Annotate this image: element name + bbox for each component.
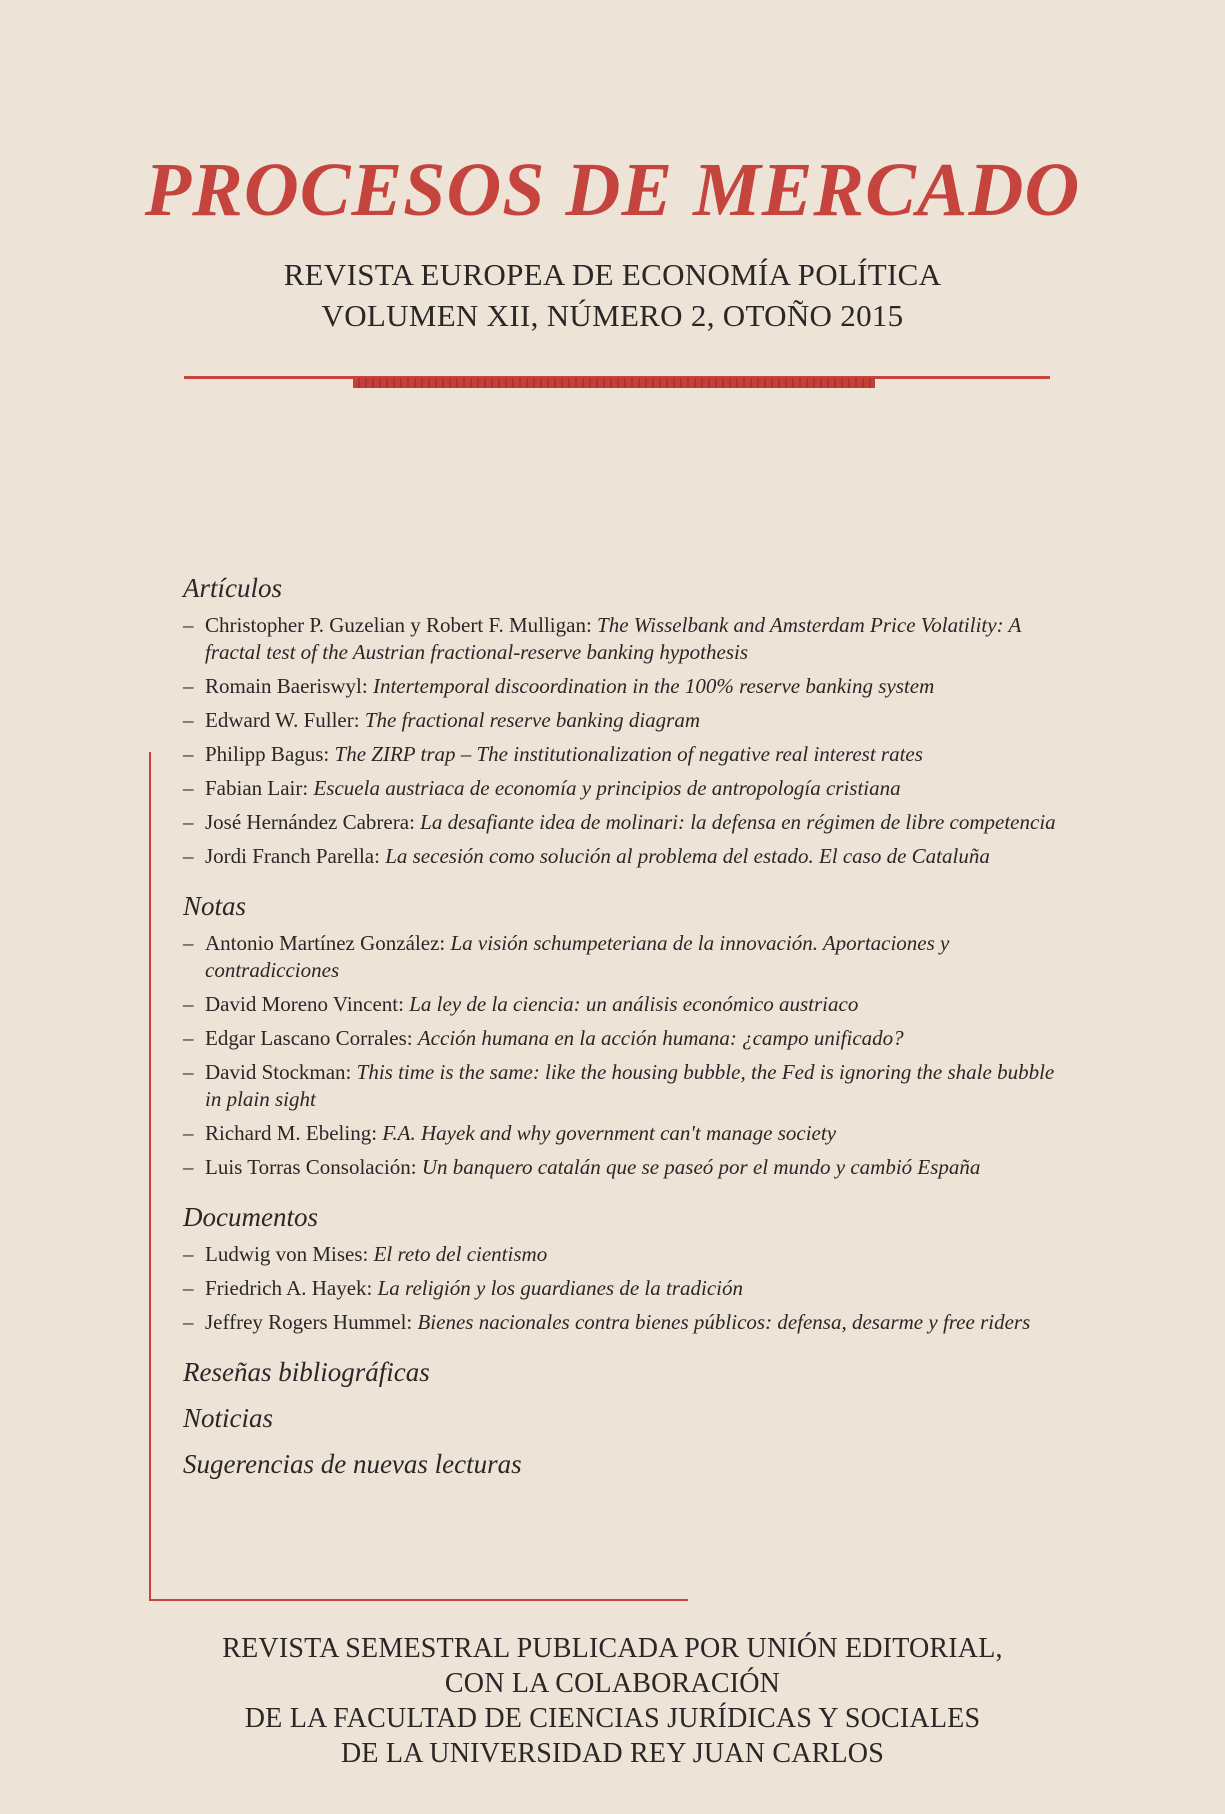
entry-author: Fabian Lair: xyxy=(205,776,309,800)
list-item: – Luis Torras Consolación: Un banquero catalán que se paseó por el mundo y cambió España xyxy=(183,1155,981,1179)
list-item: – David Stockman: This time is the same: like the housing bubble, the Fed is ignoring the shale bubble in plain sight xyxy=(183,1060,1055,1111)
entry-author: Friedrich A. Hayek: xyxy=(205,1276,373,1300)
table-of-contents xyxy=(183,572,1063,1494)
entry-title: Acción humana en la acción humana: ¿campo unificado? xyxy=(417,1026,904,1050)
list-item: – Edgar Lascano Corrales: Acción humana en la acción humana: ¿campo unificado? xyxy=(183,1026,904,1050)
entry-author: David Stockman: xyxy=(205,1060,352,1084)
section-heading: Documentos xyxy=(183,1202,318,1232)
entry-title: Escuela austriaca de economía y principios de antropología cristiana xyxy=(313,776,901,800)
title-divider-thick xyxy=(353,378,875,388)
entry-author: Philipp Bagus: xyxy=(205,742,330,766)
footer-line: REVISTA SEMESTRAL PUBLICADA POR UNIÓN EDITORIAL, xyxy=(222,1633,1003,1664)
list-item: – Jordi Franch Parella: La secesión como solución al problema del estado. El caso de Cataluña xyxy=(183,844,990,868)
entry-title: The fractional reserve banking diagram xyxy=(364,708,701,732)
entry-title: F.A. Hayek and why government can't manage society xyxy=(382,1121,837,1145)
list-item: – Christopher P. Guzelian y Robert F. Mulligan: The Wisselbank and Amsterdam Price Volatility: A fractal test of the Austrian fractional-reserve banking hypothesis xyxy=(183,613,1021,664)
entry-author: Luis Torras Consolación: xyxy=(205,1155,417,1179)
footer-line: CON LA COLABORACIÓN xyxy=(444,1668,781,1699)
entry-author: José Hernández Cabrera: xyxy=(205,810,415,834)
journal-subtitle: REVISTA EUROPEA DE ECONOMÍA POLÍTICA xyxy=(283,257,942,292)
entry-title: El reto del cientismo xyxy=(373,1242,548,1266)
entry-title: La ley de la ciencia: un análisis económico austriaco xyxy=(409,992,859,1016)
list-item: – Ludwig von Mises: El reto del cientismo xyxy=(183,1242,548,1266)
entry-author: Antonio Martínez González: xyxy=(205,931,446,955)
section-heading: Artículos xyxy=(183,573,282,603)
footer-line: DE LA FACULTAD DE CIENCIAS JURÍDICAS Y SOCIALES xyxy=(244,1703,981,1734)
entry-title: Bienes nacionales contra bienes públicos: defensa, desarme y free riders xyxy=(417,1310,1031,1334)
list-item: – Romain Baeriswyl: Intertemporal discoordination in the 100% reserve banking system xyxy=(183,674,935,698)
list-item: – José Hernández Cabrera: La desafiante idea de molinari: la defensa en régimen de libre competencia xyxy=(183,810,1056,834)
entry-author: David Moreno Vincent: xyxy=(205,992,404,1016)
section-notas xyxy=(183,890,1063,1181)
list-item: – Friedrich A. Hayek: La religión y los guardianes de la tradición xyxy=(183,1276,743,1300)
entry-author: Jeffrey Rogers Hummel: xyxy=(205,1310,413,1334)
list-item: – Edward W. Fuller: The fractional reserve banking diagram xyxy=(183,708,701,732)
section-sugerencias: Sugerencias de nuevas lecturas xyxy=(183,1449,522,1479)
entry-title: Intertemporal discoordination in the 100% reserve banking system xyxy=(372,674,935,698)
entry-author: Christopher P. Guzelian y Robert F. Mulligan: xyxy=(205,613,592,637)
section-heading: Notas xyxy=(183,891,247,921)
entry-title: The Wisselbank and Amsterdam Price Volatility: A fractal test of the Austrian fractional-reserve banking hypothesis xyxy=(205,613,1021,664)
list-item: – David Moreno Vincent: La ley de la ciencia: un análisis económico austriaco xyxy=(183,992,859,1016)
footer-line: DE LA UNIVERSIDAD REY JUAN CARLOS xyxy=(340,1738,885,1769)
entry-author: Edward W. Fuller: xyxy=(205,708,360,732)
publisher-footer xyxy=(0,1631,1225,1771)
list-item: – Richard M. Ebeling: F.A. Hayek and why government can't manage society xyxy=(183,1121,837,1145)
entry-author: Jordi Franch Parella: xyxy=(205,844,380,868)
entry-title: Un banquero catalán que se paseó por el mundo y cambió España xyxy=(421,1155,981,1179)
entry-author: Richard M. Ebeling: xyxy=(205,1121,378,1145)
section-documentos xyxy=(183,1201,1063,1336)
contents-side-rule xyxy=(149,752,151,1601)
entry-author: Romain Baeriswyl: xyxy=(205,674,368,698)
entry-title: La visión schumpeteriana de la innovación. Aportaciones y contradicciones xyxy=(205,931,950,982)
entry-title: La religión y los guardianes de la tradición xyxy=(377,1276,743,1300)
issue-info: VOLUMEN XII, NÚMERO 2, OTOÑO 2015 xyxy=(321,298,904,333)
list-item: – Jeffrey Rogers Hummel: Bienes nacionales contra bienes públicos: defensa, desarme y free riders xyxy=(183,1310,1031,1334)
entry-title: The ZIRP trap – The institutionalization of negative real interest rates xyxy=(334,742,923,766)
list-item: – Fabian Lair: Escuela austriaca de economía y principios de antropología cristiana xyxy=(183,776,901,800)
entry-title: La secesión como solución al problema del estado. El caso de Cataluña xyxy=(385,844,990,868)
list-item: – Philipp Bagus: The ZIRP trap – The institutionalization of negative real interest rates xyxy=(183,742,923,766)
list-item: – Antonio Martínez González: La visión schumpeteriana de la innovación. Aportaciones y contradicciones xyxy=(183,931,950,982)
entry-author: Edgar Lascano Corrales: xyxy=(205,1026,413,1050)
section-noticias: Noticias xyxy=(183,1403,274,1433)
entry-title: La desafiante idea de molinari: la defensa en régimen de libre competencia xyxy=(420,810,1056,834)
section-articulos xyxy=(183,572,1063,870)
section-resenas: Reseñas bibliográficas xyxy=(183,1357,430,1387)
journal-title: PROCESOS DE MERCADO xyxy=(144,148,1081,232)
entry-author: Ludwig von Mises: xyxy=(205,1242,369,1266)
entry-title: This time is the same: like the housing bubble, the Fed is ignoring the shale bubble in plain sight xyxy=(205,1060,1055,1111)
contents-bottom-rule xyxy=(149,1599,688,1601)
